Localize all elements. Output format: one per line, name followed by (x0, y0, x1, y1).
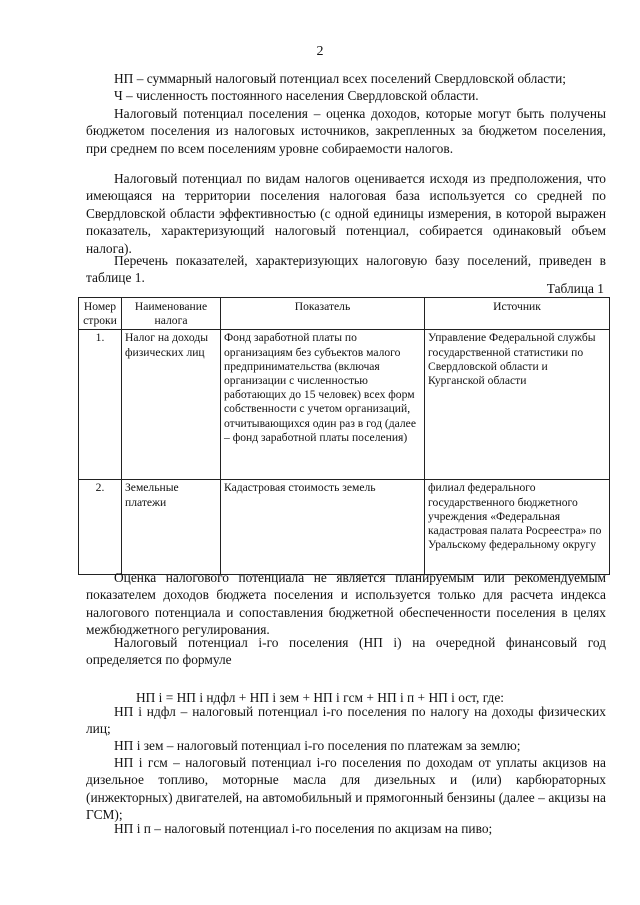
row-tax-name: Земельные платежи (122, 480, 221, 575)
page-number: 2 (316, 44, 324, 59)
header-indicator: Показатель (221, 298, 425, 330)
definition-beer-excise: НП i п – налоговый потенциал i-го поселения по акцизам на пиво; (114, 821, 493, 836)
row-tax-name: Налог на доходы физических лиц (122, 330, 221, 480)
row-indicator: Кадастровая стоимость земель (221, 480, 425, 575)
row-number: 2. (79, 480, 122, 575)
intro-line-np-total: НП – суммарный налоговый потенциал всех поселений Свердловской области; (114, 71, 566, 86)
row-number: 1. (79, 330, 122, 480)
table-row (79, 480, 610, 575)
intro-definitions (86, 70, 606, 105)
intro-line-population: Ч – численность постоянного населения Свердловской области. (114, 88, 479, 104)
header-tax-name: Наименование налога (122, 298, 221, 330)
table-row (79, 330, 610, 480)
header-source: Источник (425, 298, 610, 330)
formula: НП i = НП i ндфл + НП i зем + НП i гсм + НП i п + НП i ост, где: (135, 690, 505, 705)
row-source: филиал федерального государственного бюджетного учреждения «Федеральная кадастровая палата Росреестра» по Уральскому федеральному округу (425, 480, 610, 575)
definition-ndfl: НП i ндфл – налоговый потенциал i-го поселения по налогу на доходы физических лиц; (86, 704, 606, 737)
table-header-row (79, 298, 610, 330)
header-row-number: Номер строки (79, 298, 122, 330)
definition-land: НП i зем – налоговый потенциал i-го поселения по платежам за землю; (114, 738, 521, 753)
paragraph-assessment: Налоговый потенциал по видам налогов оценивается исходя из предположения, что имеющаяся на территории поселения налоговая база используется со средней по Свердловской области эффективностью (с одной единицы измерения, в которой выражен показатель, характеризующий налоговый потенциал, собирается одинаковый объем налога). (86, 171, 606, 256)
definition-fuel-excise: НП i гсм – налоговый потенциал i-го поселения по доходам от уплаты акцизов на дизельное топливо, моторные масла для дизельных и (или) карбюраторных (инжекторных) двигателей, на автомобильный и прямогонный бензины (далее – акцизы на ГСМ); (86, 755, 606, 823)
paragraph-estimate: Оценка налогового потенциала не является планируемым или рекомендуемым показателем доходов бюджета поселения и используется только для расчета индекса налогового потенциала и сопоставления бюджетной обеспеченности поселения в целях межбюджетного регулирования. (86, 570, 606, 638)
row-indicator: Фонд заработной платы по организациям без субъектов малого предпринимательства (включая организации с численностью работающих до 15 человек) всех форм собственности с учетом организаций, отчитывающихся один раз в год (далее – фонд заработной платы поселения) (221, 330, 425, 480)
tax-base-table (78, 297, 610, 575)
paragraph-indicator-list: Перечень показателей, характеризующих налоговую базу поселений, приведен в таблице 1. (86, 253, 606, 286)
paragraph-definition: Налоговый потенциал поселения – оценка доходов, которые могут быть получены бюджетом поселения из налоговых источников, закрепленных за бюджетом поселения, при среднем по всем поселениям уровне собираемости налогов. (86, 106, 606, 156)
paragraph-formula-intro: Налоговый потенциал i-го поселения (НП i) на очередной финансовый год определяется по формуле (86, 635, 606, 668)
table-caption: Таблица 1 (546, 281, 604, 296)
row-source: Управление Федеральной службы государственной статистики по Свердловской области и Курганской области (425, 330, 610, 480)
